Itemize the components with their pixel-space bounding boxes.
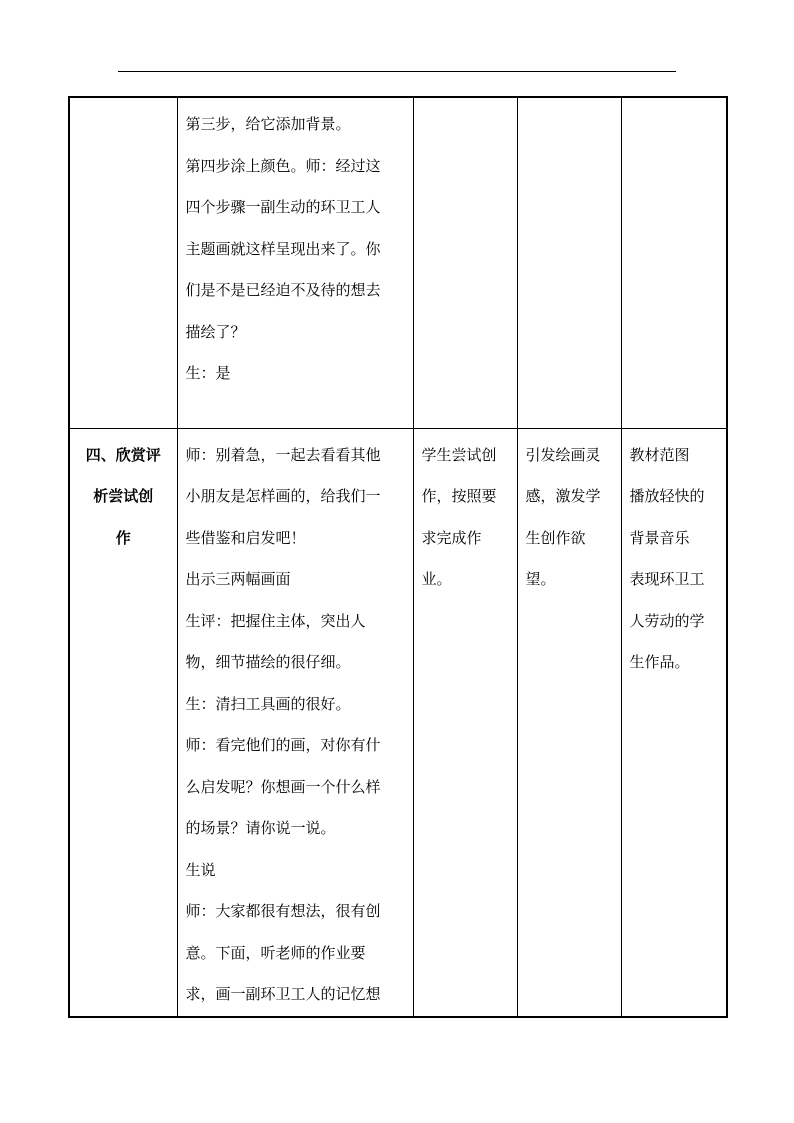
stage-title-line: 析尝试创 xyxy=(93,487,154,505)
text-line: 求完成作 xyxy=(421,528,482,547)
stage-title-line: 作 xyxy=(115,528,131,547)
stage-cell xyxy=(69,97,177,428)
text-line: 们是不是已经迫不及待的想去 xyxy=(185,281,381,299)
text-line: 作，按照要 xyxy=(421,487,497,505)
header-rule xyxy=(118,71,676,72)
text-line: 描绘了？ xyxy=(185,322,246,341)
text-line: 小朋友是怎样画的，给我们一 xyxy=(185,487,381,505)
text-line: 背景音乐 xyxy=(629,528,690,547)
text-line: 生：是 xyxy=(185,364,231,382)
text-line: 求，画一副环卫工人的记忆想 xyxy=(185,985,381,1003)
resources-cell xyxy=(621,97,727,428)
text-line: 生说 xyxy=(185,860,216,879)
text-line: 四个步骤一副生动的环卫工人 xyxy=(185,198,381,216)
text-line: 第三步，给它添加背景。 xyxy=(185,115,351,133)
text-line: 播放轻快的 xyxy=(629,487,705,505)
text-line: 物，细节描绘的很仔细。 xyxy=(185,653,351,671)
table-row xyxy=(69,428,727,1017)
table-row xyxy=(69,97,727,428)
student-activity-cell xyxy=(413,97,517,428)
teacher-activity-cell xyxy=(177,97,413,428)
text-line: 表现环卫工 xyxy=(629,570,705,588)
student-activity-cell xyxy=(413,428,517,1017)
text-line: 主题画就这样呈现出来了。你 xyxy=(185,239,381,258)
text-line: 的场景？请你说一说。 xyxy=(185,819,336,837)
text-line: 生评：把握住主体，突出人 xyxy=(185,611,366,630)
teacher-activity-cell xyxy=(177,428,413,1017)
text-line: 人劳动的学 xyxy=(629,611,705,630)
text-line: 望。 xyxy=(525,570,556,588)
text-line: 么启发呢？你想画一个什么样 xyxy=(185,777,381,796)
text-line: 引发绘画灵 xyxy=(525,445,601,464)
text-line: 生：清扫工具画的很好。 xyxy=(185,694,351,713)
text-line: 师：别着急，一起去看看其他 xyxy=(185,445,381,464)
text-line: 生创作欲 xyxy=(525,528,586,547)
resources-cell xyxy=(621,428,727,1017)
stage-cell xyxy=(69,428,177,1017)
text-line: 师：看完他们的画，对你有什 xyxy=(185,736,381,754)
text-line: 师：大家都很有想法，很有创 xyxy=(185,902,381,920)
stage-title-line: 四、欣赏评 xyxy=(85,445,161,464)
design-intent-cell xyxy=(517,428,621,1017)
text-line: 学生尝试创 xyxy=(421,445,497,464)
lesson-plan-table xyxy=(68,96,728,1018)
text-line: 感，激发学 xyxy=(525,487,601,505)
text-line: 教材范图 xyxy=(629,445,690,464)
text-line: 出示三两幅画面 xyxy=(185,570,291,588)
text-line: 意。下面，听老师的作业要 xyxy=(185,943,366,962)
text-line: 生作品。 xyxy=(629,653,690,671)
design-intent-cell xyxy=(517,97,621,428)
text-line: 第四步涂上颜色。师：经过这 xyxy=(185,156,381,175)
text-line: 些借鉴和启发吧！ xyxy=(185,528,306,547)
text-line: 业。 xyxy=(421,570,452,588)
